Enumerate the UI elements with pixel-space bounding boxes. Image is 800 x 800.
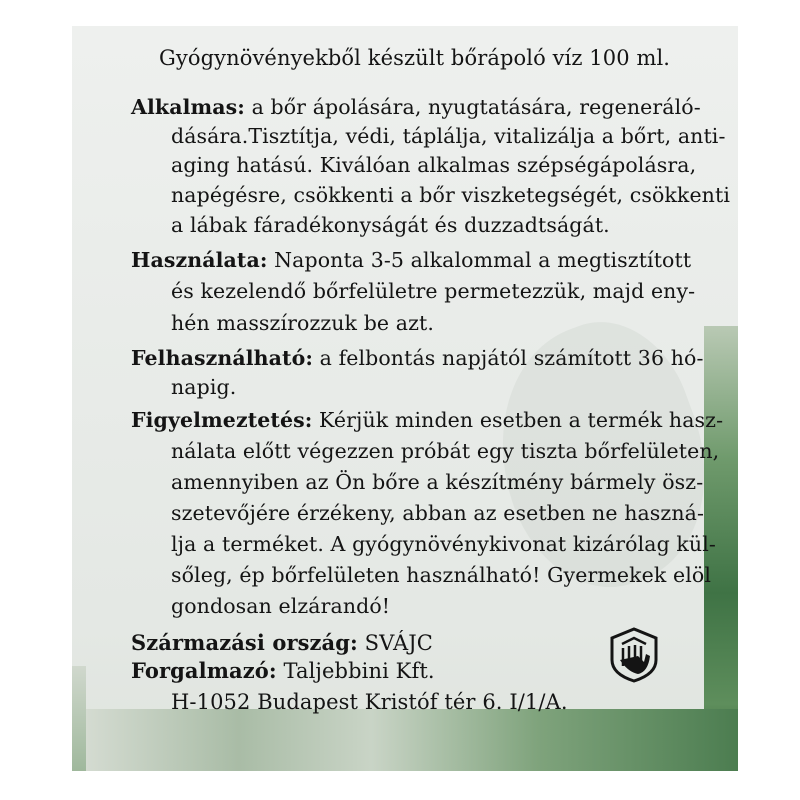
figyelmeztetes-line-7: gondosan elzárandó! — [171, 594, 391, 618]
distributor-heading: Forgalmazó: — [131, 658, 277, 683]
hasznalata-heading: Használata: — [131, 248, 268, 272]
hasznalata-line-2: és kezelendő bőrfelületre permetezzük, majd eny- — [171, 279, 696, 303]
figyelmeztetes-heading: Figyelmeztetés: — [131, 408, 313, 432]
alkalmas-line-3: aging hatású. Kiválóan alkalmas szépségápolásra, — [171, 153, 697, 177]
felhasznalhato-line-1: Felhasználható: a felbontás napjától számított 36 hó- — [131, 346, 704, 370]
felhasznalhato-heading: Felhasználható: — [131, 346, 314, 370]
figyelmeztetes-line-6: sőleg, ép bőrfelületen használható! Gyermekek elöl — [171, 563, 712, 587]
origin-line — [131, 629, 433, 657]
figyelmeztetes-line-5: lja a terméket. A gyógynövénykivonat kizárólag kül- — [171, 532, 716, 556]
distributor-line — [131, 657, 435, 685]
alkalmas-line-4: napégésre, csökkenti a bőr viszketegségét, csökkenti — [171, 183, 730, 207]
distributor-value: Taljebbini Kft. — [276, 659, 435, 683]
figyelmeztetes-line-3: amennyiben az Ön bőre a készítmény bármely ösz- — [171, 470, 704, 494]
hasznalata-line-3: hén masszírozzuk be azt. — [171, 311, 434, 335]
alkalmas-line-5: a lábak fáradékonyságát és duzzadtságát. — [171, 213, 610, 237]
product-label-text — [72, 26, 738, 771]
product-title: Gyógynövényekből készült bőrápoló víz 100 ml. — [159, 46, 671, 70]
bee-hand-logo-icon — [608, 626, 660, 684]
label-photo — [72, 26, 738, 771]
figyelmeztetes-line-2: nálata előtt végezzen próbát egy tiszta bőrfelületen, — [171, 439, 720, 463]
origin-heading: Származási ország: — [131, 630, 358, 655]
felhasznalhato-line-2: napig. — [171, 375, 237, 399]
origin-value: SVÁJC — [357, 631, 433, 655]
alkalmas-line-2: dására.Tisztítja, védi, táplálja, vitalizálja a bőrt, anti- — [171, 124, 726, 148]
hasznalata-line-1: Használata: Naponta 3-5 alkalommal a megtisztított — [131, 248, 692, 272]
alkalmas-line-1: Alkalmas: a bőr ápolására, nyugtatására, regeneráló- — [131, 95, 701, 119]
distributor-address: H-1052 Budapest Kristóf tér 6. I/1/A. — [171, 690, 568, 714]
figyelmeztetes-line-4: szetevőjére érzékeny, abban az esetben ne haszná- — [171, 501, 704, 525]
alkalmas-heading: Alkalmas: — [131, 95, 245, 119]
figyelmeztetes-line-1: Figyelmeztetés: Kérjük minden esetben a termék hasz- — [131, 408, 724, 432]
